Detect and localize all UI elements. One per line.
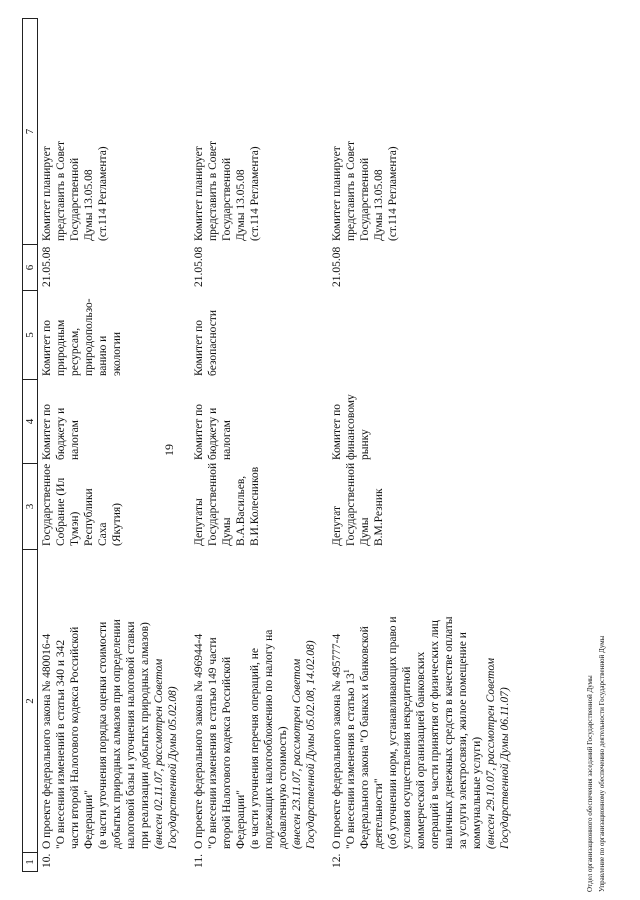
- bill-detail-line: коммерческой организацией банковских: [415, 651, 427, 849]
- bill-detail-line: подлежащих налогообложению по налогу на: [263, 629, 275, 849]
- committee-line: рынку: [359, 429, 371, 460]
- page-number: 19: [162, 444, 176, 456]
- co-executor-committee: [328, 291, 522, 380]
- co-committee-line: ресурсам,: [69, 327, 81, 376]
- bill-detail-line: добавленную стоимость): [277, 726, 289, 849]
- row-number-text: 11.: [193, 854, 205, 868]
- responsible-committee: [190, 380, 328, 464]
- plan-line: представить в Совет: [55, 140, 67, 241]
- responsible-committee: [328, 380, 522, 464]
- co-executor-committee: [190, 291, 328, 380]
- initiator-line: Государственной: [345, 462, 357, 546]
- committee-line: Комитет по: [193, 404, 205, 460]
- co-committee-line: Комитет по: [41, 320, 53, 376]
- bill-title-line: деятельности": [373, 778, 385, 849]
- footer-line-2: Управление по организационному обеспечению деятельности Государственной Думы: [598, 635, 606, 892]
- column-number-2: 2: [23, 550, 38, 853]
- bill-description: [38, 550, 191, 853]
- plan-line: представить в Совет: [345, 140, 357, 241]
- bill-title-line: Федерации": [235, 789, 247, 849]
- bill-detail-line: при реализации добытых природных алмазов): [139, 622, 151, 849]
- bill-introduced-line: Государственной Думы 05.02.08, 14.02.08): [305, 640, 317, 849]
- bill-detail-line: (в части уточнения порядка оценки стоимости: [97, 621, 109, 849]
- committee-line: Комитет по: [41, 404, 53, 460]
- row-number: [328, 853, 522, 872]
- review-date: [328, 245, 522, 291]
- row-number-text: 10.: [41, 853, 53, 868]
- table-row: [190, 19, 328, 872]
- co-committee-line: природопользо-: [83, 298, 95, 376]
- bill-description: [190, 550, 328, 853]
- column-number-3: 3: [23, 464, 38, 550]
- initiator-line: В.И.Колесников: [249, 466, 261, 546]
- co-committee-line: ванию и экологии: [97, 331, 123, 376]
- plan-line: Государственной: [221, 157, 233, 241]
- bill-detail-line: условия осуществления некредитной: [401, 666, 413, 849]
- initiator-line: Депутат: [331, 506, 343, 546]
- review-date-text: 21.05.08: [41, 246, 53, 287]
- bill-detail-line: коммунальные услуги): [471, 736, 483, 849]
- column-number-5: 5: [23, 291, 38, 380]
- footer-line-1: Отдел организационного обеспечения заседаний Государственной Думы: [586, 675, 594, 892]
- initiator-line: Государственное: [41, 463, 53, 546]
- co-committee-line: Комитет по: [193, 320, 205, 376]
- initiator: [190, 464, 328, 550]
- bill-introduced-line: (внесен 02.11.07, рассмотрен Советом: [153, 658, 165, 849]
- row-number-text: 12.: [331, 853, 343, 868]
- bill-introduced-line: (внесен 29.10.07, рассмотрен Советом: [485, 657, 497, 849]
- column-number-7: 7: [23, 19, 38, 245]
- bill-detail-line: операций в части принятия от физических лиц: [429, 620, 441, 849]
- plan-line: Комитет планирует: [331, 146, 343, 241]
- bill-detail-line: добытых природных алмазов при определении: [111, 619, 123, 849]
- co-executor-committee: [38, 291, 191, 380]
- committee-line: финансовому: [345, 394, 357, 460]
- bill-detail-line: (в части уточнения перечня операций, не: [249, 647, 261, 849]
- bill-detail-line: наличных денежных средств в качестве оплаты: [443, 616, 455, 849]
- responsible-committee: [38, 380, 191, 464]
- plan-line: Думы 13.05.08: [373, 169, 385, 241]
- bill-detail-line: за услуги электросвязи, жилое помещение и: [457, 632, 469, 849]
- article-superscript: 1: [342, 669, 352, 674]
- bill-title-line: Федерального закона "О банках и банковской: [359, 626, 371, 849]
- co-committee-line: безопасности: [207, 309, 219, 376]
- initiator-line: Собрание (Ил Тумэн): [55, 477, 81, 546]
- review-date: [190, 245, 328, 291]
- initiator-line: Думы: [359, 517, 371, 546]
- bill-detail-line: налоговой базы и уточнения налоговой ставки: [125, 621, 137, 849]
- row-number: [190, 853, 328, 872]
- review-date-text: 21.05.08: [331, 246, 343, 287]
- plan-note: [190, 19, 328, 245]
- bills-table: [22, 18, 522, 872]
- bill-detail-line: (об уточнении норм, устанавливающих право и: [387, 616, 399, 849]
- table-row: [38, 19, 191, 872]
- committee-line: бюджету и налогам: [207, 407, 233, 460]
- bill-introduced-line: Государственной Думы 05.02.08): [167, 686, 179, 849]
- plan-line: представить в Совет: [207, 140, 219, 241]
- committee-line: Комитет по: [331, 404, 343, 460]
- bill-introduced-line: Государственной Думы 06.11.07): [499, 687, 511, 849]
- table-row: [328, 19, 522, 872]
- initiator-line: В.А.Васильев,: [235, 475, 247, 546]
- bill-title-line: "О внесении изменений в статьи 340 и 342: [55, 639, 67, 849]
- initiator-line: Депутаты: [193, 498, 205, 546]
- plan-note: [328, 19, 522, 245]
- bill-title-line: О проекте федерального закона № 496944-4: [193, 633, 205, 849]
- bill-title-line: второй Налогового кодекса Российской: [221, 656, 233, 849]
- bill-title-line: "О внесении изменения в статью $13^1$: [342, 669, 357, 849]
- initiator: [38, 464, 191, 550]
- bill-introduced-line: (внесен 23.11.07, рассмотрен Советом: [291, 658, 303, 849]
- bill-title-line: О проекте федерального закона № 480016-4: [41, 633, 53, 849]
- column-number-header-row: [23, 19, 38, 872]
- plan-line: (ст.114 Регламента): [387, 146, 399, 241]
- bill-title-line: "О внесении изменения в статью 149 части: [207, 637, 219, 849]
- row-number: [38, 853, 191, 872]
- committee-line: бюджету и налогам: [55, 407, 81, 460]
- initiator-line: Государственной: [207, 462, 219, 546]
- initiator-line: Думы: [221, 517, 233, 546]
- plan-line: Комитет планирует: [41, 146, 53, 241]
- initiator: [328, 464, 522, 550]
- plan-note: [38, 19, 191, 245]
- bill-title-line: О проекте федерального закона № 495777-4: [331, 633, 343, 849]
- initiator-line: В.М.Резник: [373, 488, 385, 546]
- bill-title-line: Федерации": [83, 789, 95, 849]
- plan-line: Думы 13.05.08: [83, 169, 95, 241]
- footer: [584, 636, 608, 892]
- table-body: [38, 19, 523, 872]
- plan-line: Государственной: [69, 157, 81, 241]
- review-date: [38, 245, 191, 291]
- column-number-6: 6: [23, 245, 38, 291]
- plan-line: Комитет планирует: [193, 146, 205, 241]
- bill-description: [328, 550, 522, 853]
- review-date-text: 21.05.08: [193, 246, 205, 287]
- initiator-line: Республики Саха: [83, 488, 109, 546]
- plan-line: Государственной: [359, 157, 371, 241]
- bill-title-line: части второй Налогового кодекса Российской: [69, 626, 81, 849]
- column-number-4: 4: [23, 380, 38, 464]
- co-committee-line: природным: [55, 319, 67, 376]
- plan-line: (ст.114 Регламента): [249, 146, 261, 241]
- column-number-1: 1: [23, 853, 38, 872]
- plan-line: (ст.114 Регламента): [97, 146, 109, 241]
- plan-line: Думы 13.05.08: [235, 169, 247, 241]
- initiator-line: (Якутия): [111, 503, 123, 546]
